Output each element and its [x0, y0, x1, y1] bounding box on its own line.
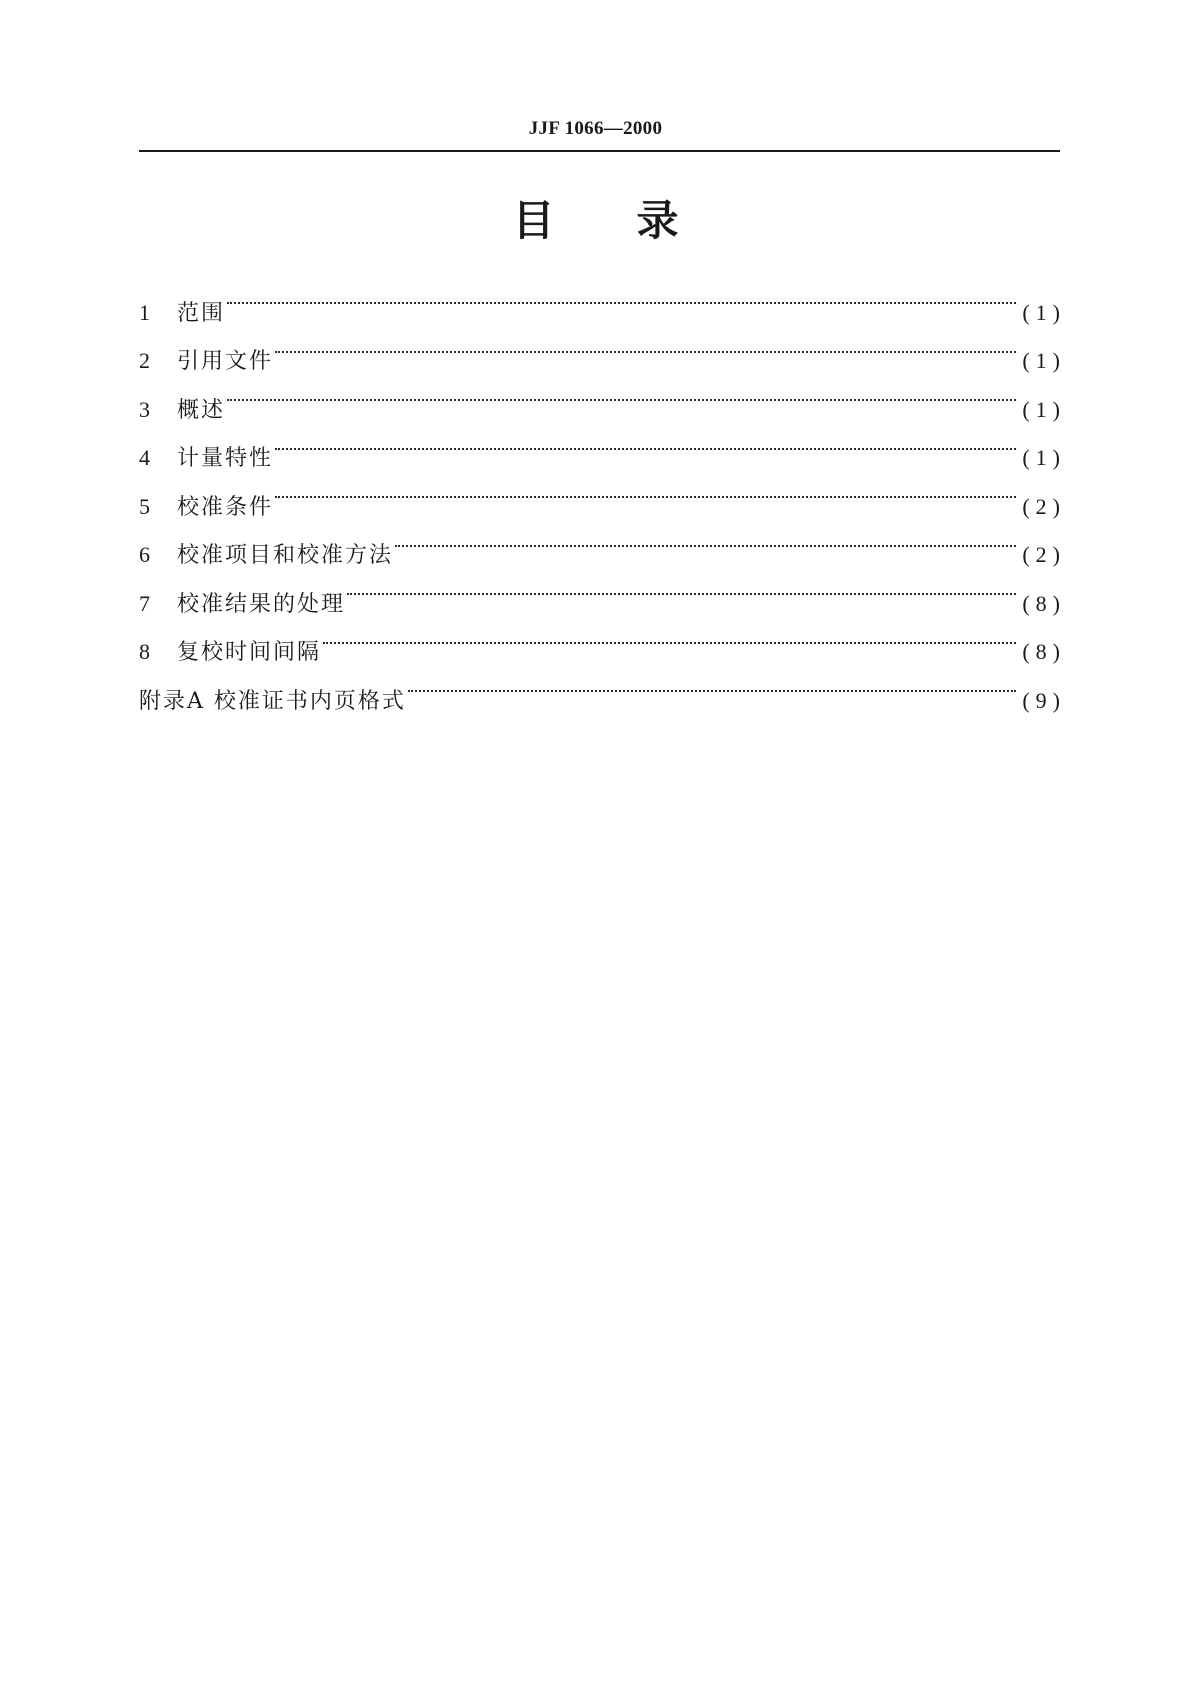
dot-leader — [275, 417, 1016, 466]
toc-entry-page: (9) — [1022, 687, 1066, 713]
toc-entry[interactable] — [139, 368, 1066, 423]
toc-entry-page: (1) — [1022, 396, 1066, 422]
toc-entry-page: (1) — [1022, 299, 1066, 325]
dot-leader — [227, 271, 1016, 320]
toc-entry[interactable] — [139, 465, 1066, 520]
toc-entry-title: 复校时间间隔 — [177, 640, 322, 665]
toc-entry-page: (2) — [1022, 493, 1066, 519]
dot-leader — [347, 562, 1016, 611]
toc-entry-title: 范围 — [177, 300, 226, 326]
toc-entry-title: 校准条件 — [177, 494, 274, 520]
toc-entry-page: (1) — [1022, 445, 1066, 470]
toc-entry-page: (2) — [1022, 542, 1066, 567]
toc-entry[interactable] — [139, 320, 1066, 374]
toc-title: 目录 — [512, 196, 761, 245]
toc-entry[interactable] — [139, 417, 1066, 471]
toc-entry-number: 3 — [139, 396, 150, 422]
toc-entry-page: (8) — [1022, 639, 1066, 664]
toc-entry[interactable] — [139, 514, 1066, 568]
standard-code: JJF 1066—2000 — [528, 118, 663, 139]
header-rule — [139, 150, 1060, 152]
toc-entry-number: 8 — [139, 639, 150, 664]
dot-leader — [395, 514, 1016, 563]
toc-entry-title: 计量特性 — [177, 446, 274, 471]
table-of-contents — [139, 271, 1066, 714]
toc-entry-number: 2 — [139, 348, 150, 373]
toc-entry[interactable] — [139, 271, 1066, 326]
toc-entry-number: 7 — [139, 590, 150, 616]
toc-entry-page: (8) — [1022, 590, 1066, 616]
toc-entry-title: 概述 — [177, 397, 226, 423]
toc-entry-title: 引用文件 — [177, 349, 274, 374]
toc-entry-number: 6 — [139, 542, 150, 567]
dot-leader — [408, 659, 1016, 708]
dot-leader — [275, 465, 1016, 514]
dot-leader — [323, 611, 1016, 660]
toc-entry-number: 1 — [139, 299, 150, 325]
toc-entry-number: 4 — [139, 445, 150, 470]
toc-entry-page: (1) — [1022, 348, 1066, 373]
toc-entry-title: 校准项目和校准方法 — [177, 543, 394, 568]
toc-entry-title: 校准结果的处理 — [177, 591, 346, 617]
toc-entry-title: 附录A 校准证书内页格式 — [139, 688, 406, 714]
dot-leader — [227, 368, 1016, 417]
dot-leader — [275, 320, 1016, 369]
toc-entry-number: 5 — [139, 493, 150, 519]
